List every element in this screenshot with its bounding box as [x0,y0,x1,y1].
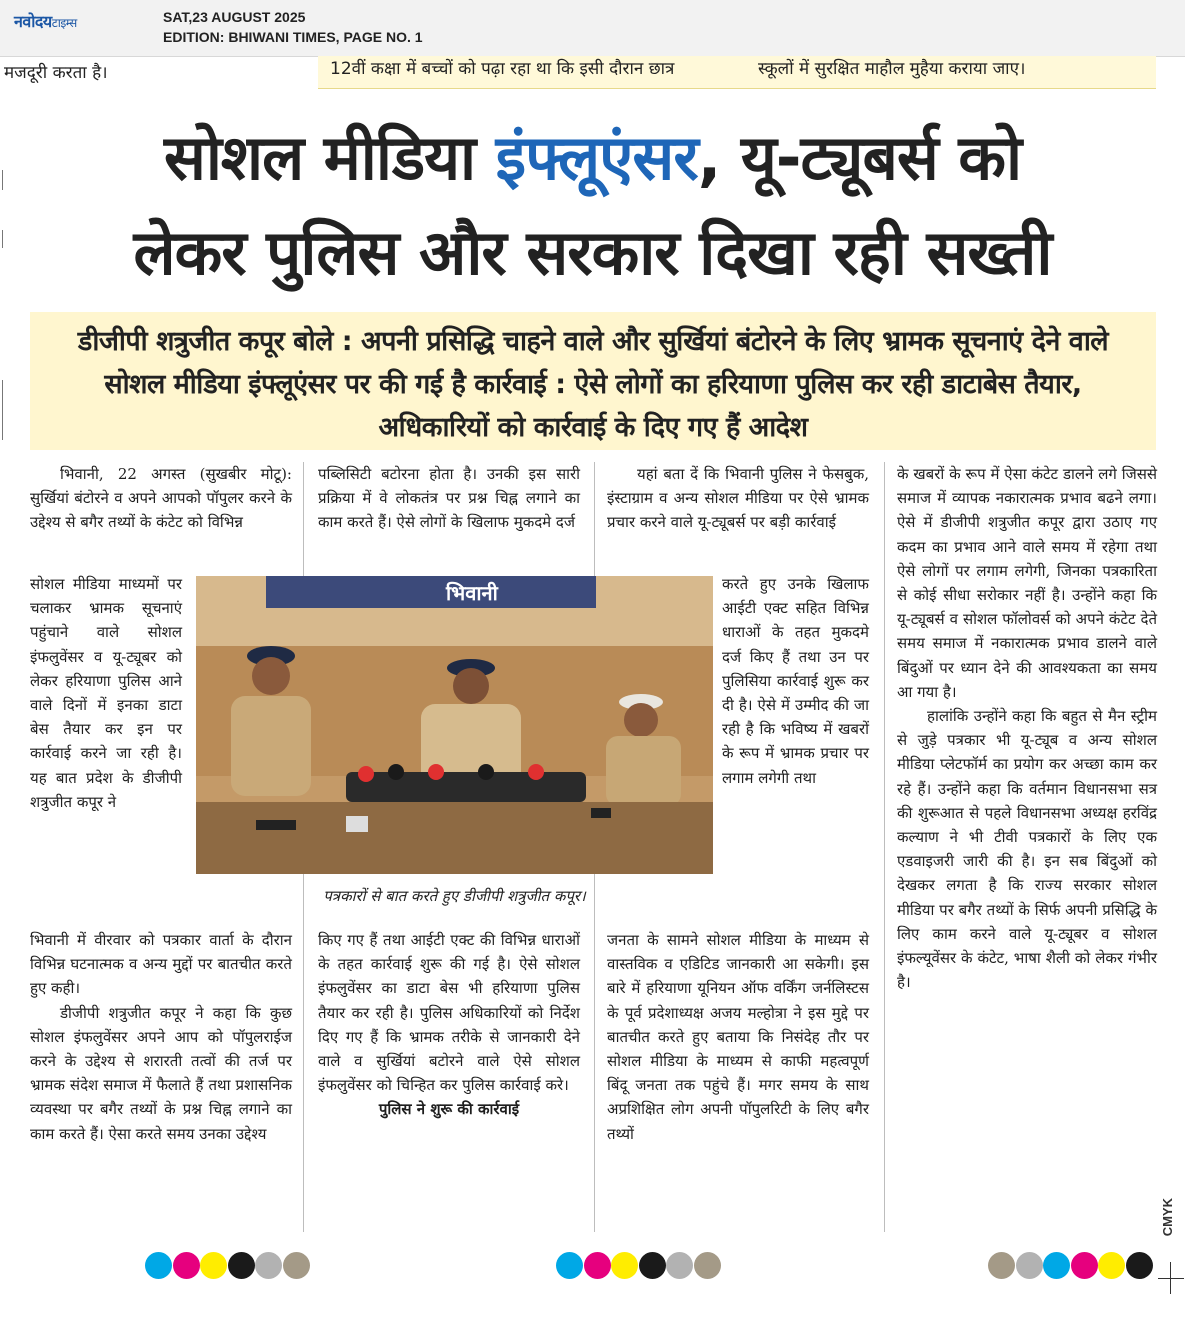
column-3-bottom [607,928,869,1146]
column-4 [897,462,1157,994]
column-3-top [607,462,869,535]
main-headline [20,110,1165,300]
column-2-top [318,462,580,535]
headline-part-2: , यू-ट्यूबर्स को [697,121,1022,194]
color-swatch [1071,1252,1098,1279]
column-1-bottom [30,928,292,1146]
color-swatch [611,1252,638,1279]
previous-box-text-right: स्कूलों में सुरक्षित माहौल मुहैया कराया जाए। [758,59,1026,79]
color-swatch [694,1252,721,1279]
crop-mark [2,230,3,248]
col4-paragraph-2: हालांकि उन्होंने कहा कि बहुत से मैन स्ट्रीम से जुड़े पत्रकार भी यू-ट्यूब व अन्य सोशल मीडिया प्लेटफॉर्म का प्रयोग कर अच्छा काम कर रहे हैं। उन्होंने कहा कि वर्तमान विधानसभा सत्र की शुरूआत से पहले विधानसभा अध्यक्ष हरविंद्र कल्याण ने भी टीवी पत्रकारों के लिए एक एडवाइजरी जारी की है। इन सब बिंदुओं को देखकर लगता है कि राज्य सरकार सोशल मीडिया पर बगैर तथ्यों के सिर्फ अपनी प्रसिद्धि के लिए काम करने वाले यू-ट्यूबर व सोशल इंफल्यूवेंसर के कंटेट, भाषा शैली को लेकर गंभीर है। [897,707,1157,992]
edition-line: EDITION: BHIWANI TIMES, PAGE NO. 1 [163,29,423,45]
col2-subhead: पुलिस ने शुरू की कार्रवाई [378,1100,520,1119]
color-swatch [173,1252,200,1279]
col1-paragraph-1-narrow: सोशल मीडिया माध्यमों पर चलाकर भ्रामक सूचनाएं पहुंचाने वाले सोशल इंफलुवेंसर व यू-ट्यूबर को लेकर हरियाणा पुलिस आने वाले दिनों में इनका डाटा बेस तैयार कर इन पर कार्रवाई करने जा रही है। यह बात प्रदेश के डीजीपी शत्रुजीत कपूर ने [30,575,182,811]
color-swatch [145,1252,172,1279]
color-swatch [1043,1252,1070,1279]
col1-paragraph-2: डीजीपी शत्रुजीत कपूर ने कहा कि कुछ सोशल इंफलुवेंसर अपने आप को पॉपुलराईज करने के उद्देश्य से शरारती तत्वों की तर्ज पर भ्रामक संदेश समाज में फैलाते हैं तथा प्रशासनिक व्यवस्था पर बगैर तथ्यों के प्रश्न चिह्न लगाने का काम करते हैं। ऐसा करते समय उनका उद्देश्य [30,1003,292,1143]
color-swatch [666,1252,693,1279]
date-line: SAT,23 AUGUST 2025 [163,9,306,25]
previous-box-text-left: 12वीं कक्षा में बच्चों को पढ़ा रहा था कि इसी दौरान छात्र [330,59,675,79]
registration-mark [1158,1278,1184,1279]
headline-highlight: इंफ्लूएंसर [495,121,698,194]
col2-paragraph-bottom: किए गए हैं तथा आईटी एक्ट की विभिन्न धाराओं के तहत कार्रवाई शुरू की गई है। ऐसे सोशल इंफलुवेंसर का डाटा बेस भी हरियाणा पुलिस तैयार कर रही है। पुलिस अधिकारियों को निर्देश दिए गए हैं कि भ्रामक तरीके से जानकारी देने वाले व सुर्खियां बटोरने वाले ऐसे सोशल इंफलुवेंसर को चिन्हित कर पुलिस कार्रवाई करे। [318,931,580,1095]
color-swatch [228,1252,255,1279]
masthead-bar [0,0,1185,57]
column-1-narrow [30,572,182,814]
press-conference-photo [196,576,713,874]
logo-sub: टाइम्स [51,16,77,30]
color-swatch [255,1252,282,1279]
subheadline-box [30,312,1156,450]
headline-part-1: सोशल मीडिया [163,121,496,194]
col1-paragraph-1-top: भिवानी, 22 अगस्त (सुखबीर मोटू): सुर्खियां बंटोरने व अपने आपको पॉपुलर करने के उद्देश्य से बगैर तथ्यों के कंटेट को विभिन्न [30,465,292,532]
registration-mark [1170,1262,1171,1294]
col3-paragraph-narrow: करते हुए उनके खिलाफ आईटी एक्ट सहित विभिन्न धाराओं के तहत मुकदमे दर्ज किए हैं तथा उन पर पुलिसिया कार्रवाई शुरू कर दी है। ऐसे में उम्मीद की जा रही है कि भविष्य में खबरों के रूप में भ्रामक प्रचार पर लगाम लगेगी तथा [722,575,869,787]
newspaper-logo [14,10,77,32]
column-1-top [30,462,292,535]
color-swatch [1016,1252,1043,1279]
col1-paragraph-1-rest: भिवानी में वीरवार को पत्रकार वार्ता के दौरान विभिन्न घटनात्मक व अन्य मुद्दों पर बातचीत करते हुए कही। [30,931,292,998]
color-swatch [556,1252,583,1279]
col3-paragraph-rest: जनता के सामने सोशल मीडिया के माध्यम से वास्तविक व एडिटिड जानकारी आ सकेगी। इस बारे में हरियाणा यूनियन ऑफ वर्किंग जर्नलिस्टस के पूर्व प्रदेशाध्यक्ष अजय मल्होत्रा ने इस मुद्दे पर बातचीत करते हुए बताया कि निसंदेह तौर पर सोशल मीडिया के माध्यम से काफी महत्वपूर्ण बिंदू जनता तक पहुंचे हैं। मगर समय के साथ अप्रशिक्षित लोग अपनी पॉपुलरिटी के लिए बगैर तथ्यों [607,931,869,1143]
column-3-narrow [722,572,869,790]
color-swatch [283,1252,310,1279]
col4-paragraph-1: के खबरों के रूप में ऐसा कंटेट डालने लगे जिससे समाज में व्यापक नकारात्मक प्रभाव बढने लगा। ऐसे में डीजीपी शत्रुजीत कपूर द्वारा उठाए गए कदम का प्रभाव आने वाले समय में रहेगा तथा ऐसे लोगों पर लगाम लगेगी, जिनका पत्रकारिता से कोई सीधा सरोकार नहीं है। उन्होंने कहा कि यू-ट्यूबर्स व सोशल फॉलोवर्स को अपने कंटेट देते समय समाज में नकारात्मक प्रभाव डालने वाले बिंदुओं पर ध्यान देने की आवश्यकता का समय आ गया है। [897,465,1157,701]
cmyk-label: CMYK [1160,1198,1175,1237]
col3-paragraph-top: यहां बता दें कि भिवानी पुलिस ने फेसबुक, इंस्टाग्राम व अन्य सोशल मीडिया पर ऐसे भ्रामक प्रचार करने वाले यू-ट्यूबर्स पर बड़ी कार्रवाई [607,465,869,532]
logo-main: नवोदय [14,12,52,31]
photo-caption: पत्रकारों से बात करते हुए डीजीपी शत्रुजीत कपूर। [323,887,586,905]
headline-line-1 [20,110,1165,205]
column-2-bottom [318,928,580,1122]
color-swatch [200,1252,227,1279]
headline-line-2: लेकर पुलिस और सरकार दिखा रही सख्ती [133,216,1052,289]
color-swatch [1126,1252,1153,1279]
col2-paragraph-top: पब्लिसिटी बटोरना होता है। उनकी इस सारी प्रक्रिया में वे लोकतंत्र पर प्रश्न चिह्न लगाने का काम करते हैं। ऐसे लोगों के खिलाफ मुकदमे दर्ज [318,465,580,532]
crop-mark [2,170,3,190]
subheadline-text: डीजीपी शत्रुजीत कपूर बोले : अपनी प्रसिद्धि चाहने वाले और सुर्खियां बंटोरने के लिए भ्रामक सूचनाएं देने वाले सोशल मीडिया इंफ्लूएंसर पर की गई है कार्रवाई : ऐसे लोगों का हरियाणा पुलिस कर रही डाटाबेस तैयार, अधिकारियों को कार्रवाई के दिए गए हैं आदेश [77,326,1109,443]
photo-banner-text: भिवानी [446,581,498,605]
color-swatch [988,1252,1015,1279]
color-swatch [639,1252,666,1279]
crop-mark [2,380,3,440]
previous-article-box [318,56,1156,89]
color-swatch [1098,1252,1125,1279]
column-divider [884,462,885,1232]
previous-article-fragment: मजदूरी करता है। [4,63,108,83]
color-swatch [584,1252,611,1279]
photo-illustration [196,576,713,874]
